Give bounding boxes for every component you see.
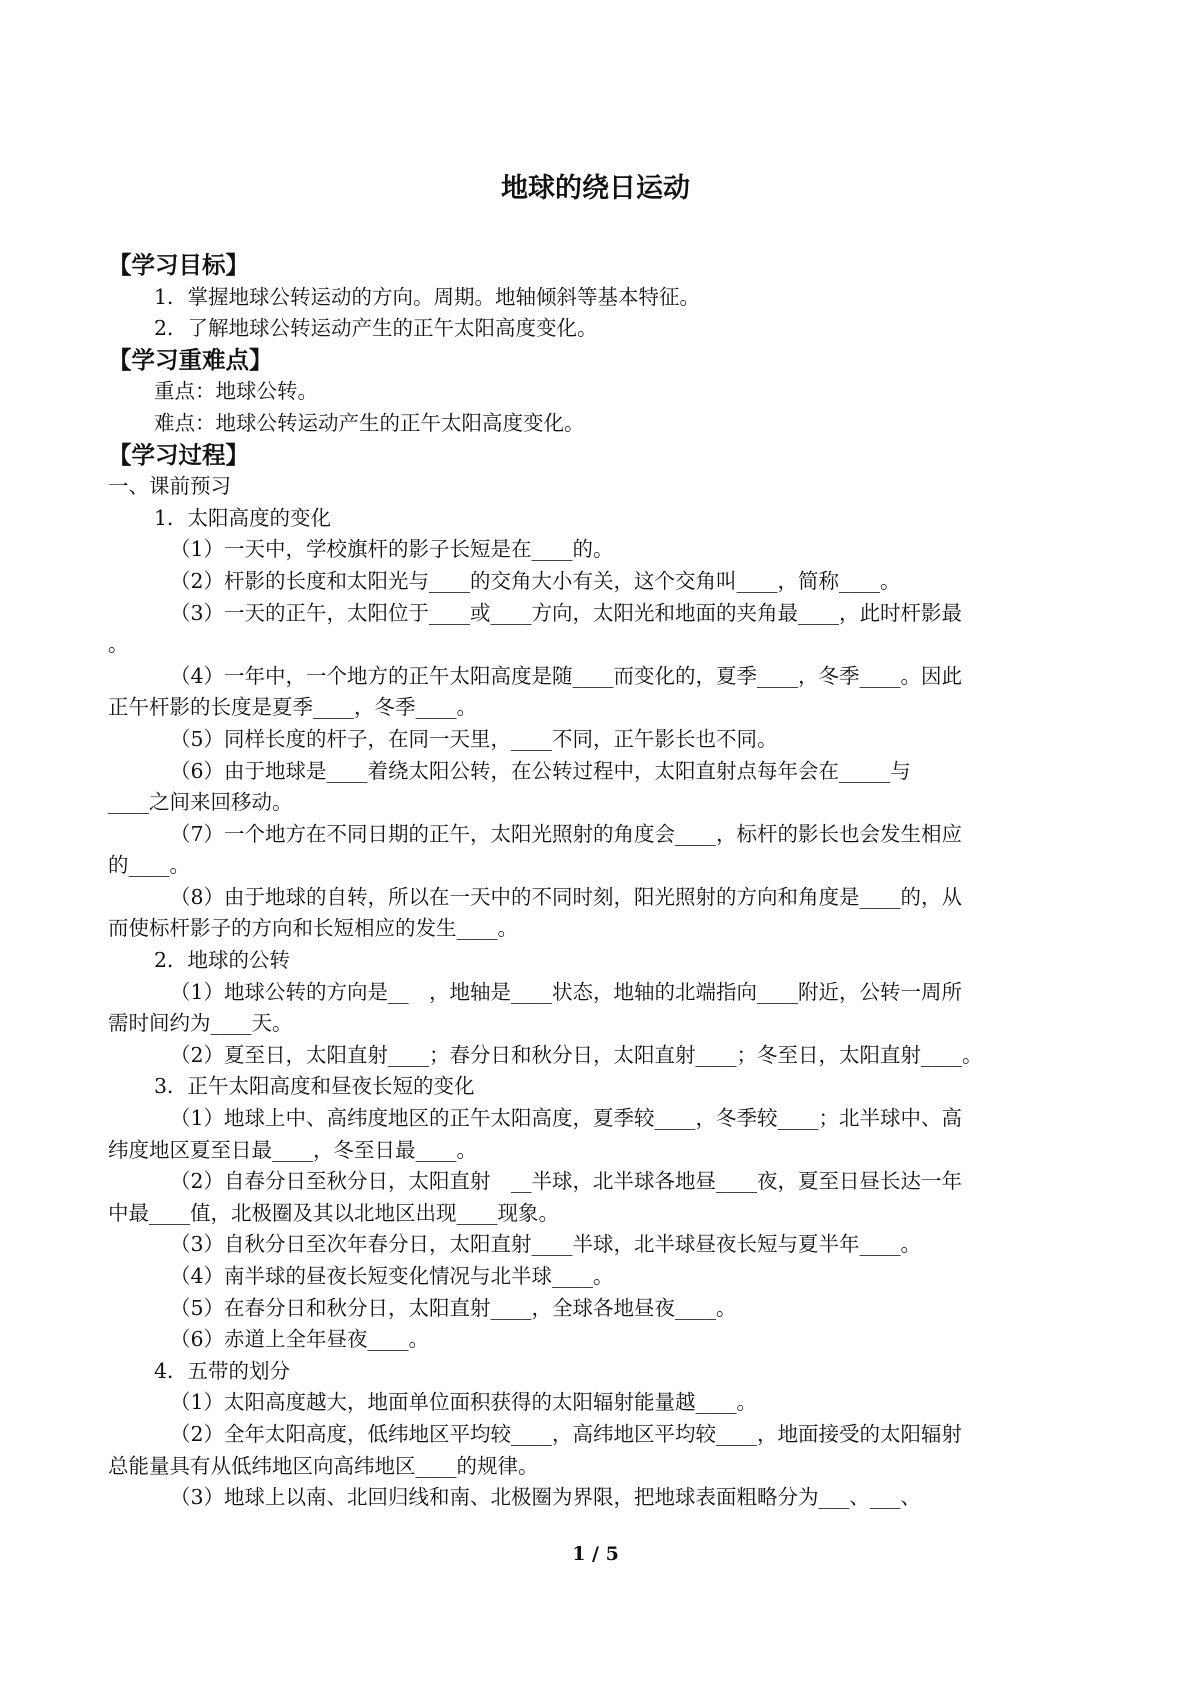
text-line: 而使标杆影子的方向和长短相应的发生____。: [108, 916, 518, 941]
text-line: 纬度地区夏至日最____，冬至日最____。: [108, 1137, 477, 1162]
section-heading: 【学习过程】: [108, 440, 249, 469]
text-line: 难点：地球公转运动产生的正午太阳高度变化。: [154, 410, 585, 435]
document-body: [108, 250, 1088, 1514]
page-number: 1 / 5: [572, 1543, 619, 1565]
text-line: （2）自春分日至秋分日，太阳直射 __半球，北半球各地昼____夜，夏至日昼长达一年: [170, 1169, 963, 1194]
text-line: （2）夏至日，太阳直射____；春分日和秋分日，太阳直射____；冬至日，太阳直射____。: [170, 1042, 983, 1067]
text-line: 中最____值，北极圈及其以北地区出现____现象。: [108, 1200, 559, 1225]
text-line: （1）地球公转的方向是__ ，地轴是____状态，地轴的北端指向____附近，公转一周所: [170, 979, 963, 1004]
text-line: 1．太阳高度的变化: [154, 505, 332, 530]
text-line: 4．五带的划分: [154, 1358, 291, 1383]
text-line: （2）杆影的长度和太阳光与____的交角大小有关，这个交角叫____，简称____。: [170, 568, 901, 593]
text-line: 正午杆影的长度是夏季____，冬季____。: [108, 695, 477, 720]
section-heading: 【学习目标】: [108, 251, 249, 279]
page-title: 地球的绕日运动: [501, 173, 690, 204]
text-line: （6）由于地球是____着绕太阳公转，在公转过程中，太阳直射点每年会在_____与: [170, 758, 911, 783]
text-line: （4）一年中，一个地方的正午太阳高度是随____而变化的，夏季____，冬季____。因此: [170, 663, 963, 688]
section-heading: 【学习重难点】: [108, 345, 273, 374]
text-line: 1．掌握地球公转运动的方向。周期。地轴倾斜等基本特征。: [154, 284, 701, 309]
text-line: （4）南半球的昼夜长短变化情况与北半球____。: [170, 1264, 614, 1288]
text-line: 一、课前预习: [108, 474, 231, 499]
text-line: 2．了解地球公转运动产生的正午太阳高度变化。: [154, 316, 598, 341]
text-line: 需时间约为____天。: [108, 1011, 293, 1036]
text-line: （5）同样长度的杆子，在同一天里，____不同，正午影长也不同。: [170, 726, 778, 751]
text-line: 的____。: [108, 853, 190, 878]
text-line: 3．正午太阳高度和昼夜长短的变化: [154, 1074, 475, 1099]
text-line: （6）赤道上全年昼夜____。: [170, 1327, 430, 1352]
text-line: （3）一天的正午，太阳位于____或____方向，太阳光和地面的夹角最____，此时杆影最: [170, 600, 963, 625]
text-line: （5）在春分日和秋分日，太阳直射____，全球各地昼夜____。: [170, 1295, 737, 1320]
text-line: 重点：地球公转。: [154, 379, 318, 404]
text-line: （8）由于地球的自转，所以在一天中的不同时刻，阳光照射的方向和角度是____的，从: [170, 884, 963, 909]
text-line: （1）太阳高度越大，地面单位面积获得的太阳辐射能量越____。: [170, 1390, 758, 1415]
text-line: （1）地球上中、高纬度地区的正午太阳高度，夏季较____，冬季较____；北半球中、高: [170, 1106, 963, 1131]
text-line: （7）一个地方在不同日期的正午，太阳光照射的角度会____，标杆的影长也会发生相应: [170, 821, 963, 846]
text-line: （1）一天中，学校旗杆的影子长短是在____的。: [170, 537, 614, 562]
text-line: 。: [108, 632, 129, 657]
text-line: ____之间来回移动。: [108, 790, 293, 815]
text-line: （3）地球上以南、北回归线和南、北极圈为界限，把地球表面粗略分为___、___、: [170, 1485, 922, 1510]
text-line: （3）自秋分日至次年春分日，太阳直射____半球，北半球昼夜长短与夏半年____。: [170, 1232, 922, 1257]
text-line: 2．地球的公转: [154, 948, 291, 973]
text-line: （2）全年太阳高度，低纬地区平均较____，高纬地区平均较____，地面接受的太阳辐射: [170, 1421, 963, 1446]
text-line: 总能量具有从低纬地区向高纬地区____的规律。: [108, 1453, 539, 1478]
